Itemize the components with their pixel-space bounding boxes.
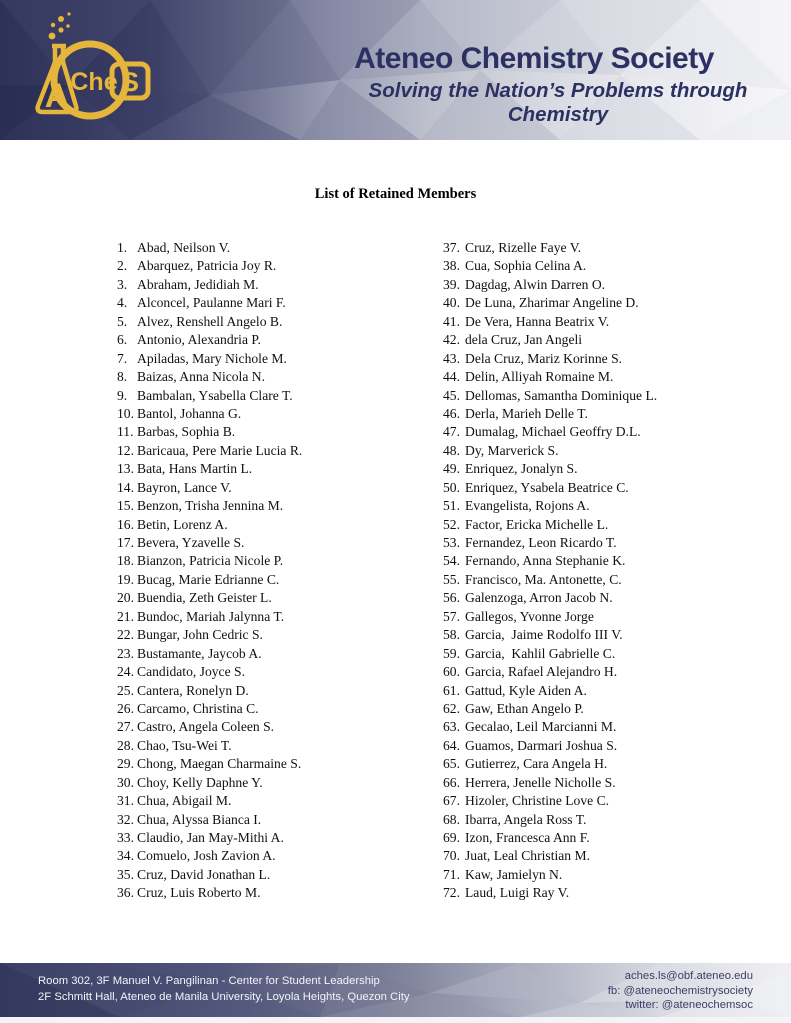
list-item (443, 368, 783, 386)
aches-logo (16, 6, 156, 132)
list-item (443, 829, 783, 847)
member-number: 26. (117, 700, 134, 716)
list-item (117, 239, 447, 257)
member-number: 30. (117, 774, 134, 790)
list-item (117, 387, 447, 405)
member-number: 66. (443, 774, 460, 790)
list-item (117, 700, 447, 718)
member-name: Candidato, Joyce S. (137, 664, 245, 680)
member-number: 38. (443, 258, 460, 274)
member-name: Bungar, John Cedric S. (137, 627, 263, 643)
member-name: Castro, Angela Coleen S. (137, 719, 275, 735)
list-item (117, 405, 447, 423)
member-name: Abad, Neilson V. (137, 240, 231, 255)
member-number: 13. (117, 461, 134, 477)
member-name: Buendia, Zeth Geister L. (137, 590, 272, 606)
member-name: Comuelo, Josh Zavion A. (137, 848, 276, 864)
list-item (443, 257, 783, 275)
member-name: Bundoc, Mariah Jalynna T. (137, 608, 285, 624)
member-name: Herrera, Jenelle Nicholle S. (465, 774, 616, 790)
member-number: 23. (117, 645, 134, 661)
member-number: 22. (117, 627, 134, 643)
list-item (443, 497, 783, 515)
list-item (443, 884, 783, 902)
address-line-2: 2F Schmitt Hall, Ateneo de Manila University, Loyola Heights, Quezon City (38, 990, 410, 1003)
member-number: 1. (117, 240, 128, 255)
member-number: 11. (117, 424, 134, 440)
member-name: Cruz, David Jonathan L. (137, 866, 271, 882)
member-name: Dagdag, Alwin Darren O. (465, 276, 606, 292)
member-number: 42. (443, 332, 460, 348)
bubbles-icon (49, 12, 71, 39)
list-item (443, 737, 783, 755)
logo-s-text: S (120, 67, 140, 97)
member-number: 47. (443, 424, 460, 440)
list-item (117, 737, 447, 755)
member-number: 18. (117, 553, 134, 569)
footer-banner (0, 963, 791, 1023)
member-number: 70. (443, 848, 460, 864)
member-name: Garcia, Jaime Rodolfo III V. (465, 627, 623, 643)
member-name: Evangelista, Rojons A. (465, 498, 590, 514)
list-item (117, 718, 447, 736)
list-item (117, 755, 447, 773)
member-number: 17. (117, 535, 134, 550)
member-name: Dellomas, Samantha Dominique L. (465, 387, 658, 403)
footer-facebook: fb: @ateneochemistrysociety (607, 984, 753, 997)
list-item (443, 626, 783, 644)
member-number: 31. (117, 793, 134, 809)
member-name: De Vera, Hanna Beatrix V. (465, 313, 610, 329)
member-number: 4. (117, 295, 128, 311)
member-number: 19. (117, 571, 134, 587)
list-item (117, 460, 447, 478)
list-item (117, 313, 447, 331)
member-name: Dumalag, Michael Geoffry D.L. (465, 424, 641, 440)
list-item (117, 294, 447, 312)
member-number: 58. (443, 627, 460, 643)
member-name: Galenzoga, Arron Jacob N. (465, 590, 613, 606)
member-name: Enriquez, Ysabela Beatrice C. (465, 479, 629, 495)
logo-a-text: A (44, 77, 70, 115)
member-name: Antonio, Alexandria P. (137, 332, 261, 348)
member-name: Baricaua, Pere Marie Lucia R. (137, 442, 303, 458)
list-item (443, 718, 783, 736)
member-name: Kaw, Jamielyn N. (465, 866, 563, 882)
list-item (443, 774, 783, 792)
member-number: 57. (443, 608, 460, 624)
list-item (443, 294, 783, 312)
member-name: Gattud, Kyle Aiden A. (465, 682, 587, 698)
member-name: Alvez, Renshell Angelo B. (137, 313, 283, 329)
member-name: Benzon, Trisha Jennina M. (137, 498, 284, 514)
list-item (443, 516, 783, 534)
member-number: 27. (117, 719, 134, 735)
member-number: 7. (117, 350, 128, 366)
member-number: 72. (443, 885, 460, 901)
list-item (443, 589, 783, 607)
member-name: Bambalan, Ysabella Clare T. (137, 387, 293, 403)
member-name: Bianzon, Patricia Nicole P. (137, 553, 284, 569)
list-item (117, 497, 447, 515)
member-number: 33. (117, 830, 134, 845)
list-item (443, 847, 783, 865)
member-name: Chao, Tsu-Wei T. (137, 737, 232, 753)
member-name: dela Cruz, Jan Angeli (465, 332, 583, 348)
footer-bottom-strip (0, 1017, 791, 1023)
list-item (443, 571, 783, 589)
list-item (117, 645, 447, 663)
member-name: Cruz, Luis Roberto M. (137, 885, 261, 901)
header-banner (0, 0, 791, 140)
member-name: Apiladas, Mary Nichole M. (137, 350, 287, 366)
member-name: Gutierrez, Cara Angela H. (465, 756, 608, 772)
member-name: Garcia, Rafael Alejandro H. (465, 664, 618, 680)
list-item (443, 608, 783, 626)
member-number: 12. (117, 442, 134, 458)
member-name: Bevera, Yzavelle S. (137, 535, 245, 550)
member-name: Fernandez, Leon Ricardo T. (465, 535, 617, 550)
list-item (117, 811, 447, 829)
member-name: Francisco, Ma. Antonette, C. (465, 571, 622, 587)
list-item (117, 571, 447, 589)
list-item (443, 239, 783, 257)
org-tagline: Solving the Nation’s Problems through Chemistry (368, 79, 748, 126)
list-item (443, 663, 783, 681)
footer-address (38, 974, 410, 1005)
member-name: Gaw, Ethan Angelo P. (465, 700, 584, 716)
list-item (443, 534, 783, 552)
member-number: 64. (443, 737, 460, 753)
member-number: 21. (117, 608, 134, 624)
member-name: Derla, Marieh Delle T. (465, 405, 588, 421)
member-number: 35. (117, 866, 134, 882)
list-item (117, 552, 447, 570)
member-name: Bayron, Lance V. (137, 479, 232, 495)
list-item (117, 608, 447, 626)
list-item (443, 755, 783, 773)
list-item (443, 866, 783, 884)
member-name: Cruz, Rizelle Faye V. (465, 240, 582, 255)
member-number: 3. (117, 276, 128, 292)
member-name: Delin, Alliyah Romaine M. (465, 369, 614, 385)
members-column-left (117, 239, 447, 903)
list-item (117, 350, 447, 368)
list-item (117, 442, 447, 460)
member-name: Dy, Marverick S. (465, 442, 559, 458)
list-item (443, 479, 783, 497)
member-name: Fernando, Anna Stephanie K. (465, 553, 626, 569)
member-number: 16. (117, 516, 134, 532)
member-number: 34. (117, 848, 134, 864)
list-item (117, 331, 447, 349)
member-number: 46. (443, 405, 460, 421)
member-number: 10. (117, 405, 134, 421)
member-name: Juat, Leal Christian M. (465, 848, 590, 864)
member-name: Laud, Luigi Ray V. (465, 885, 570, 901)
member-number: 5. (117, 313, 128, 329)
member-number: 2. (117, 258, 128, 274)
member-name: Abarquez, Patricia Joy R. (137, 258, 277, 274)
member-name: Garcia, Kahlil Gabrielle C. (465, 645, 616, 661)
member-name: Bantol, Johanna G. (137, 405, 242, 421)
list-item (117, 682, 447, 700)
list-item (443, 350, 783, 368)
list-item (117, 847, 447, 865)
member-number: 60. (443, 664, 460, 680)
member-number: 39. (443, 276, 460, 292)
address-line-1: Room 302, 3F Manuel V. Pangilinan - Center for Student Leadership (38, 975, 380, 987)
list-item (117, 479, 447, 497)
member-name: Betin, Lorenz A. (137, 516, 228, 532)
member-number: 61. (443, 682, 460, 698)
member-number: 40. (443, 295, 460, 311)
list-item (117, 368, 447, 386)
member-number: 24. (117, 664, 134, 680)
list-item (117, 884, 447, 902)
member-name: Carcamo, Christina C. (137, 700, 259, 716)
member-name: Chong, Maegan Charmaine S. (137, 756, 302, 772)
page-title: List of Retained Members (314, 186, 477, 202)
member-number: 14. (117, 479, 134, 495)
list-item (443, 313, 783, 331)
list-item (117, 276, 447, 294)
list-item (443, 387, 783, 405)
member-number: 54. (443, 553, 460, 569)
list-item (117, 516, 447, 534)
list-item (443, 811, 783, 829)
member-name: Dela Cruz, Mariz Korinne S. (465, 350, 623, 366)
member-name: Cantera, Ronelyn D. (137, 682, 249, 698)
list-item (117, 626, 447, 644)
list-item (117, 774, 447, 792)
list-item (443, 552, 783, 570)
member-name: Choy, Kelly Daphne Y. (137, 774, 263, 790)
member-name: Chua, Abigail M. (137, 793, 232, 809)
list-item (117, 589, 447, 607)
member-number: 41. (443, 313, 460, 329)
org-name: Ateneo Chemistry Society (354, 42, 714, 75)
member-name: Bata, Hans Martin L. (137, 461, 253, 477)
member-number: 25. (117, 682, 134, 698)
member-number: 43. (443, 350, 460, 366)
member-number: 71. (443, 866, 460, 882)
member-number: 32. (117, 811, 134, 827)
member-number: 56. (443, 590, 460, 606)
list-item (443, 682, 783, 700)
member-number: 59. (443, 645, 460, 661)
member-name: Baizas, Anna Nicola N. (137, 369, 265, 385)
member-number: 68. (443, 811, 460, 827)
member-name: Gallegos, Yvonne Jorge (465, 608, 594, 624)
member-number: 52. (443, 516, 460, 532)
member-name: Enriquez, Jonalyn S. (465, 461, 578, 477)
member-number: 49. (443, 461, 460, 477)
member-name: Bucag, Marie Edrianne C. (137, 571, 280, 587)
member-number: 63. (443, 719, 460, 735)
members-column-right (443, 239, 783, 903)
member-number: 8. (117, 369, 128, 385)
list-item (443, 276, 783, 294)
member-name: Chua, Alyssa Bianca I. (137, 811, 262, 827)
list-item (443, 442, 783, 460)
member-number: 44. (443, 369, 460, 385)
member-number: 29. (117, 756, 134, 772)
member-name: Izon, Francesca Ann F. (465, 830, 590, 845)
member-number: 6. (117, 332, 128, 348)
member-number: 55. (443, 571, 460, 587)
list-item (443, 331, 783, 349)
member-name: Barbas, Sophia B. (137, 424, 236, 440)
member-name: Ibarra, Angela Ross T. (465, 811, 587, 827)
member-name: Claudio, Jan May-Mithi A. (137, 830, 284, 845)
member-number: 62. (443, 700, 460, 716)
member-number: 36. (117, 885, 134, 901)
logo-che-text: Che (70, 68, 118, 96)
member-name: Guamos, Darmari Joshua S. (465, 737, 618, 753)
member-number: 51. (443, 498, 460, 514)
member-number: 67. (443, 793, 460, 809)
footer-contacts (608, 969, 753, 1013)
member-name: Factor, Ericka Michelle L. (465, 516, 609, 532)
list-item (443, 700, 783, 718)
list-item (443, 645, 783, 663)
member-name: Abraham, Jedidiah M. (137, 276, 259, 292)
member-name: Alconcel, Paulanne Mari F. (137, 295, 286, 311)
member-number: 53. (443, 535, 460, 550)
member-name: Bustamante, Jaycob A. (137, 645, 262, 661)
list-item (443, 405, 783, 423)
list-item (117, 257, 447, 275)
list-item (117, 423, 447, 441)
list-item (117, 866, 447, 884)
member-number: 37. (443, 240, 460, 255)
member-number: 20. (117, 590, 134, 606)
footer-twitter: twitter: @ateneochemsoc (625, 999, 753, 1012)
member-name: De Luna, Zharimar Angeline D. (465, 295, 639, 311)
member-number: 69. (443, 830, 460, 845)
member-number: 50. (443, 479, 460, 495)
list-item (443, 423, 783, 441)
list-item (443, 460, 783, 478)
footer-email: aches.ls@obf.ateneo.edu (624, 970, 753, 982)
member-name: Hizoler, Christine Love C. (465, 793, 610, 809)
member-name: Gecalao, Leil Marcianni M. (465, 719, 617, 735)
member-number: 15. (117, 498, 134, 514)
list-item (117, 792, 447, 810)
list-item (117, 829, 447, 847)
member-number: 65. (443, 756, 460, 772)
member-name: Cua, Sophia Celina A. (465, 258, 587, 274)
list-item (443, 792, 783, 810)
member-number: 9. (117, 387, 128, 403)
member-number: 48. (443, 442, 460, 458)
member-number: 45. (443, 387, 460, 403)
member-number: 28. (117, 737, 134, 753)
list-item (117, 663, 447, 681)
list-item (117, 534, 447, 552)
